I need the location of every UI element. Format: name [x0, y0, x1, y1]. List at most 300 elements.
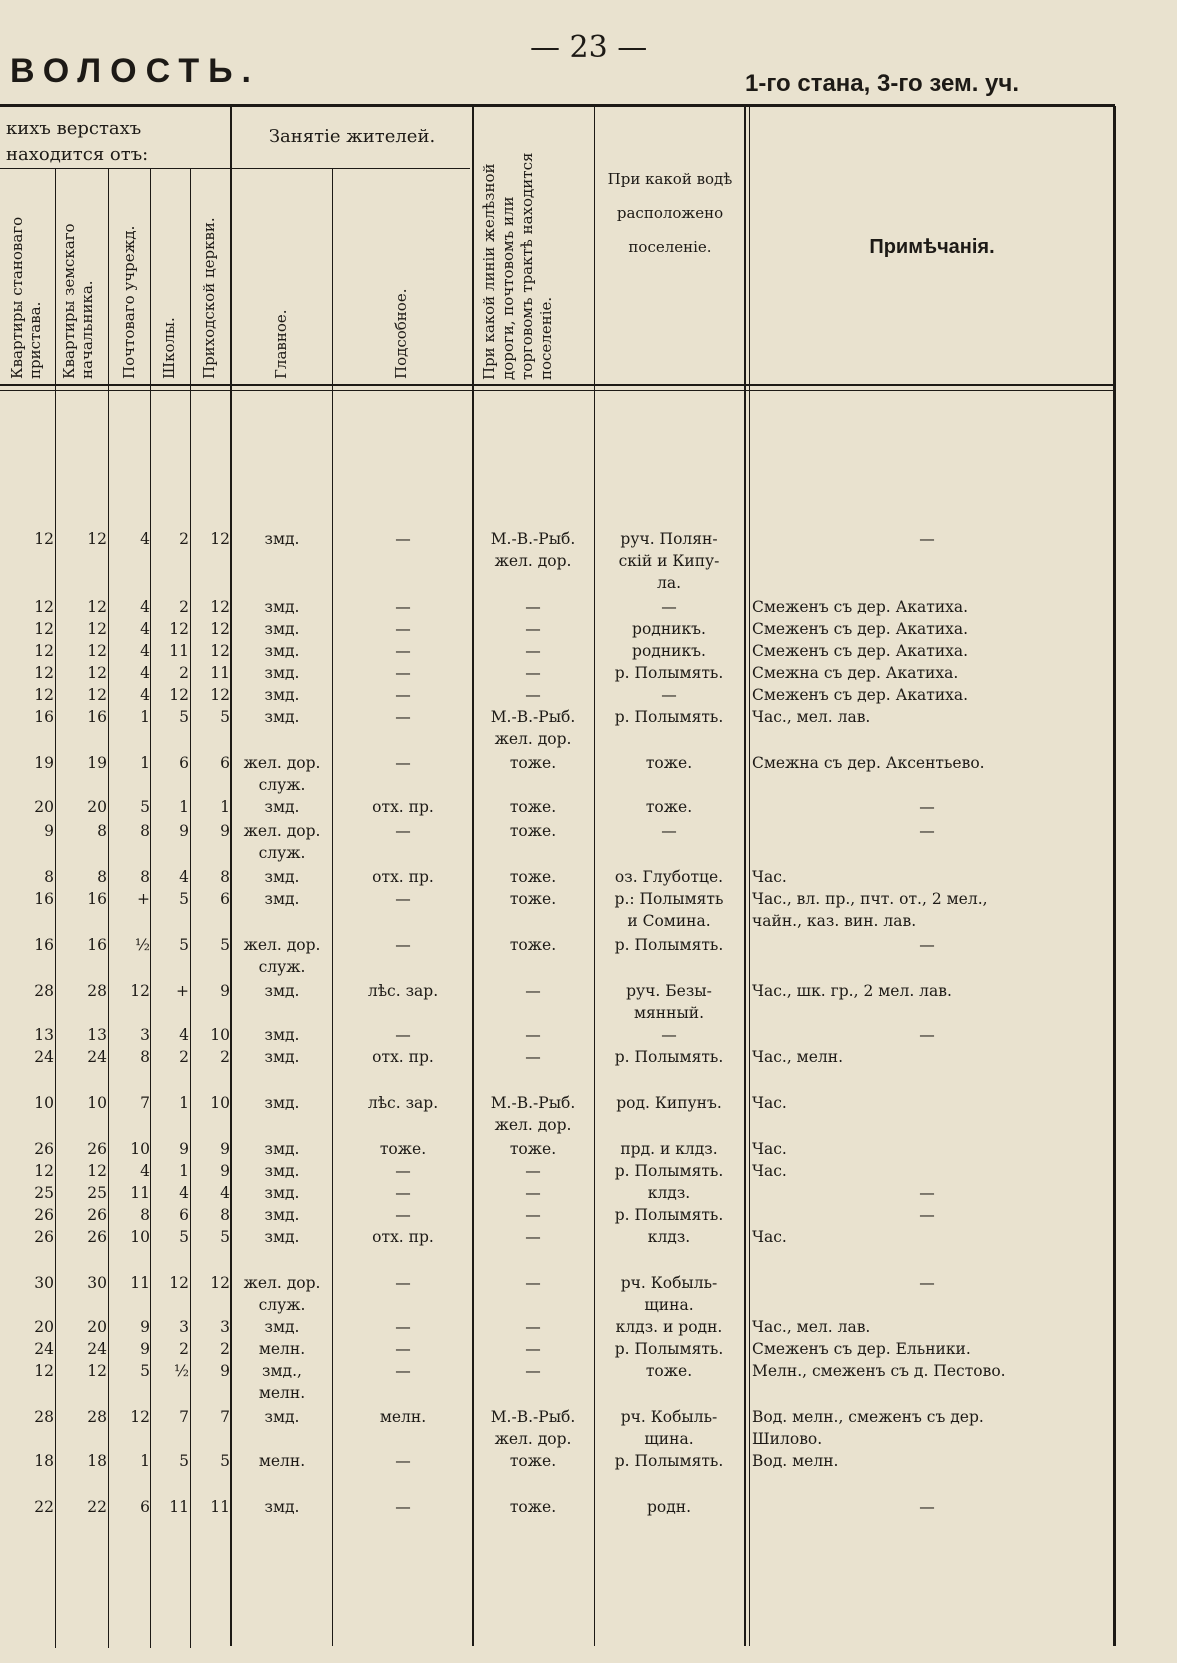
water-body: родникъ. — [632, 620, 706, 638]
col-divider — [108, 168, 109, 1648]
dist-zem: 10 — [87, 1094, 107, 1112]
notes-cell: Вод. мелн. — [752, 1452, 839, 1470]
dist-stan: 12 — [34, 1362, 54, 1380]
dist-post: 7 — [140, 1094, 150, 1112]
notes-cell: Час., шк. гр., 2 мел. лав. — [752, 982, 952, 1000]
notes-cell: Час. — [752, 868, 787, 886]
dist-stan: 24 — [34, 1048, 54, 1066]
dist-stan: 12 — [34, 598, 54, 616]
dist-church: 12 — [210, 686, 230, 704]
notes-cell: — — [919, 530, 935, 548]
distances-group-header: кихъ верстахъ находится отъ: — [6, 118, 149, 165]
water-body: — — [661, 1026, 677, 1044]
occupation-main: змд. — [264, 642, 300, 660]
road-line: — — [525, 1184, 541, 1202]
dist-church: 2 — [220, 1048, 230, 1066]
dist-post: 9 — [140, 1340, 150, 1358]
water-body: родн. — [646, 1498, 692, 1516]
occupation-main: змд. — [264, 708, 300, 726]
notes-cell: Вод. мелн., смеженъ съ дер. Шилово. — [752, 1408, 984, 1448]
occupation-sub: — — [395, 1026, 411, 1044]
road-line: — — [525, 1362, 541, 1380]
dist-stan: 16 — [34, 708, 54, 726]
notes-cell: — — [919, 822, 935, 840]
dist-church: 9 — [220, 1162, 230, 1180]
dist-school: 2 — [179, 664, 189, 682]
dist-church: 12 — [210, 620, 230, 638]
occupation-sub: — — [395, 1452, 411, 1470]
dist-school: 5 — [179, 708, 189, 726]
dist-zem: 26 — [87, 1228, 107, 1246]
occupation-main: змд. — [264, 1184, 300, 1202]
notes-cell: — — [919, 1184, 935, 1202]
dist-school: 5 — [179, 890, 189, 908]
dist-post: 4 — [140, 664, 150, 682]
dist-school: 1 — [179, 1162, 189, 1180]
col-header-zem: Квартиры земскаго начальника. — [60, 223, 96, 379]
dist-stan: 16 — [34, 936, 54, 954]
dist-church: 12 — [210, 598, 230, 616]
dist-church: 11 — [210, 664, 230, 682]
dist-school: 2 — [179, 598, 189, 616]
dist-school: 7 — [179, 1408, 189, 1426]
road-line: тоже. — [509, 1498, 557, 1516]
road-line: тоже. — [509, 1452, 557, 1470]
occupation-main: змд. — [264, 686, 300, 704]
water-body: р. Полымять. — [614, 1162, 724, 1180]
notes-cell: Час. — [752, 1162, 787, 1180]
occupation-group-header: Занятіе жителей. — [268, 126, 436, 147]
dist-school: 11 — [169, 642, 189, 660]
notes-cell: Смеженъ съ дер. Акатиха. — [752, 686, 969, 704]
road-line: — — [525, 1206, 541, 1224]
dist-zem: 28 — [87, 1408, 107, 1426]
occupation-main: змд. — [264, 1162, 300, 1180]
dist-school: 5 — [179, 1228, 189, 1246]
dist-church: 6 — [220, 890, 230, 908]
col-header-church: Приходской церкви. — [200, 217, 218, 379]
notes-cell: Час., мелн. — [752, 1048, 844, 1066]
notes-cell: Час., вл. пр., пчт. от., 2 мел., чайн., каз. вин. лав. — [752, 890, 988, 930]
occupation-sub: отх. пр. — [372, 1048, 434, 1066]
dist-stan: 9 — [44, 822, 54, 840]
dist-school: 12 — [169, 1274, 189, 1292]
top-rule — [0, 104, 1115, 107]
water-body: родникъ. — [632, 642, 706, 660]
dist-school: + — [176, 982, 189, 1000]
dist-zem: 12 — [87, 664, 107, 682]
dist-stan: 26 — [34, 1206, 54, 1224]
dist-church: 12 — [210, 530, 230, 548]
dist-post: 9 — [140, 1318, 150, 1336]
water-body: р. Полымять. — [614, 664, 724, 682]
dist-post: 3 — [140, 1026, 150, 1044]
dist-post: 8 — [140, 1048, 150, 1066]
dist-post: 8 — [140, 822, 150, 840]
notes-cell: — — [919, 1498, 935, 1516]
water-body: — — [661, 822, 677, 840]
dist-school: 2 — [179, 1340, 189, 1358]
col-divider — [749, 106, 750, 1646]
dist-post: 10 — [130, 1228, 150, 1246]
road-line: — — [525, 1274, 541, 1292]
dist-church: 1 — [220, 798, 230, 816]
dist-church: 10 — [210, 1094, 230, 1112]
water-body: р. Полымять. — [614, 708, 724, 726]
road-line: — — [525, 1048, 541, 1066]
occupation-main: змд., мелн. — [258, 1362, 306, 1402]
dist-stan: 26 — [34, 1228, 54, 1246]
dist-zem: 12 — [87, 686, 107, 704]
water-body: род. Кипунъ. — [616, 1094, 722, 1112]
dist-zem: 12 — [87, 620, 107, 638]
dist-post: 4 — [140, 1162, 150, 1180]
dist-church: 8 — [220, 1206, 230, 1224]
dist-post: 4 — [140, 530, 150, 548]
dist-stan: 12 — [34, 620, 54, 638]
dist-zem: 12 — [87, 530, 107, 548]
road-line: тоже. — [509, 822, 557, 840]
dist-church: 3 — [220, 1318, 230, 1336]
dist-church: 2 — [220, 1340, 230, 1358]
occupation-main: змд. — [264, 1048, 300, 1066]
dist-zem: 16 — [87, 708, 107, 726]
dist-stan: 12 — [34, 642, 54, 660]
dist-stan: 28 — [34, 1408, 54, 1426]
notes-cell: Смеженъ съ дер. Акатиха. — [752, 642, 969, 660]
occupation-main: змд. — [264, 664, 300, 682]
dist-church: 9 — [220, 982, 230, 1000]
road-line: тоже. — [509, 936, 557, 954]
water-body: р. Полымять. — [614, 1206, 724, 1224]
occupation-sub: — — [395, 1498, 411, 1516]
dist-school: 4 — [179, 1184, 189, 1202]
dist-stan: 26 — [34, 1140, 54, 1158]
water-body: тоже. — [645, 754, 693, 772]
occupation-main: мелн. — [258, 1340, 306, 1358]
occupation-sub: лѣс. зар. — [367, 1094, 439, 1112]
notes-cell: Час., мел. лав. — [752, 708, 871, 726]
occupation-sub: — — [395, 598, 411, 616]
road-line: тоже. — [509, 868, 557, 886]
occupation-sub: отх. пр. — [372, 868, 434, 886]
dist-school: 5 — [179, 1452, 189, 1470]
road-line: М.-В.-Рыб. жел. дор. — [490, 1094, 576, 1134]
notes-cell: — — [919, 936, 935, 954]
dist-stan: 12 — [34, 686, 54, 704]
water-body: клдз. и родн. — [615, 1318, 723, 1336]
dist-zem: 12 — [87, 1362, 107, 1380]
volost-heading: ВОЛОСТЬ. — [10, 52, 260, 90]
dist-post: 12 — [130, 982, 150, 1000]
water-body: прд. и клдз. — [620, 1140, 718, 1158]
col-header-notes: Примѣчанія. — [869, 236, 995, 258]
road-line: — — [525, 642, 541, 660]
dist-school: 1 — [179, 798, 189, 816]
occupation-main: змд. — [264, 890, 300, 908]
dist-post: 5 — [140, 1362, 150, 1380]
notes-cell: Смеженъ съ дер. Ельники. — [752, 1340, 971, 1358]
water-body: р. Полымять. — [614, 1340, 724, 1358]
dist-stan: 8 — [44, 868, 54, 886]
water-body: р. Полымять. — [614, 1048, 724, 1066]
col-header-rail: При какой линіи желѣзной дороги, почтовомъ или торговомъ трактѣ находится поселеніе. — [480, 152, 555, 380]
dist-school: 4 — [179, 868, 189, 886]
header-bottom-rule-2 — [0, 390, 1115, 391]
dist-stan: 24 — [34, 1340, 54, 1358]
occupation-sub: — — [395, 890, 411, 908]
occupation-sub: — — [395, 686, 411, 704]
occupation-sub: — — [395, 708, 411, 726]
notes-cell: Час. — [752, 1094, 787, 1112]
table-right-border — [1113, 106, 1116, 1646]
dist-zem: 24 — [87, 1340, 107, 1358]
road-line: — — [525, 982, 541, 1000]
notes-cell: Мелн., смеженъ съ д. Пестово. — [752, 1362, 1006, 1380]
occupation-main: змд. — [264, 1206, 300, 1224]
occupation-main: змд. — [264, 620, 300, 638]
occupation-sub: — — [395, 754, 411, 772]
road-line: — — [525, 1318, 541, 1336]
dist-post: 10 — [130, 1140, 150, 1158]
road-line: М.-В.-Рыб. жел. дор. — [490, 530, 576, 570]
dist-stan: 12 — [34, 664, 54, 682]
dist-zem: 18 — [87, 1452, 107, 1470]
occupation-sub: — — [395, 1184, 411, 1202]
road-line: — — [525, 1340, 541, 1358]
occupation-main: жел. дор. служ. — [243, 754, 321, 794]
occupation-sub: — — [395, 822, 411, 840]
dist-church: 9 — [220, 1362, 230, 1380]
dist-zem: 22 — [87, 1498, 107, 1516]
dist-school: 12 — [169, 620, 189, 638]
dist-post: 1 — [140, 1452, 150, 1470]
dist-post: 4 — [140, 642, 150, 660]
water-body: клдз. — [647, 1184, 691, 1202]
water-body: р. Полымять. — [614, 1452, 724, 1470]
notes-cell: Час., мел. лав. — [752, 1318, 871, 1336]
dist-church: 6 — [220, 754, 230, 772]
occupation-sub: лѣс. зар. — [367, 982, 439, 1000]
occupation-sub: — — [395, 642, 411, 660]
occupation-sub: — — [395, 530, 411, 548]
col-divider — [744, 106, 746, 1646]
district-heading: 1-го стана, 3-го зем. уч. — [745, 70, 1020, 97]
dist-post: 4 — [140, 598, 150, 616]
dist-church: 10 — [210, 1026, 230, 1044]
dist-school: 1 — [179, 1094, 189, 1112]
occupation-main: мелн. — [258, 1452, 306, 1470]
dist-church: 4 — [220, 1184, 230, 1202]
water-body: клдз. — [647, 1228, 691, 1246]
water-body: руч. Полян- скій и Кипу- ла. — [618, 530, 720, 592]
notes-cell: Смежна съ дер. Акатиха. — [752, 664, 959, 682]
dist-post: 5 — [140, 798, 150, 816]
water-body: руч. Безы- мянный. — [626, 982, 712, 1022]
dist-zem: 26 — [87, 1140, 107, 1158]
occupation-sub: — — [395, 1318, 411, 1336]
occupation-main: змд. — [264, 798, 300, 816]
water-body: рч. Кобыль- щина. — [620, 1274, 718, 1314]
water-body: р. Полымять. — [614, 936, 724, 954]
occupation-sub: — — [395, 936, 411, 954]
dist-post: 4 — [140, 620, 150, 638]
occupation-sub: — — [395, 620, 411, 638]
occupation-sub: — — [395, 664, 411, 682]
dist-zem: 16 — [87, 936, 107, 954]
dist-zem: 19 — [87, 754, 107, 772]
water-body: оз. Глуботце. — [614, 868, 724, 886]
road-line: — — [525, 1026, 541, 1044]
dist-stan: 22 — [34, 1498, 54, 1516]
occupation-sub: тоже. — [379, 1140, 427, 1158]
dist-post: 8 — [140, 868, 150, 886]
dist-school: ½ — [173, 1362, 189, 1380]
dist-church: 12 — [210, 642, 230, 660]
dist-church: 8 — [220, 868, 230, 886]
notes-cell: Час. — [752, 1228, 787, 1246]
dist-post: 1 — [140, 754, 150, 772]
occupation-main: змд. — [264, 868, 300, 886]
dist-stan: 28 — [34, 982, 54, 1000]
notes-cell: — — [919, 1026, 935, 1044]
dist-zem: 24 — [87, 1048, 107, 1066]
dist-stan: 30 — [34, 1274, 54, 1292]
notes-cell: — — [919, 798, 935, 816]
water-body: рч. Кобыль- щина. — [620, 1408, 718, 1448]
dist-church: 12 — [210, 1274, 230, 1292]
dist-zem: 8 — [97, 868, 107, 886]
occupation-sub: — — [395, 1362, 411, 1380]
road-line: — — [525, 620, 541, 638]
notes-cell: Смежна съ дер. Аксентьево. — [752, 754, 985, 772]
road-line: — — [525, 1228, 541, 1246]
dist-church: 5 — [220, 1228, 230, 1246]
dist-zem: 28 — [87, 982, 107, 1000]
dist-church: 5 — [220, 936, 230, 954]
occupation-main: змд. — [264, 1498, 300, 1516]
dist-post: 11 — [130, 1184, 150, 1202]
water-body: — — [661, 598, 677, 616]
road-line: М.-В.-Рыб. жел. дор. — [490, 708, 576, 748]
dist-post: 6 — [140, 1498, 150, 1516]
occupation-sub: отх. пр. — [372, 798, 434, 816]
road-line: — — [525, 1162, 541, 1180]
road-line: — — [525, 664, 541, 682]
dist-stan: 20 — [34, 1318, 54, 1336]
col-header-stan: Квартиры становаго пристава. — [8, 216, 44, 379]
water-body: — — [661, 686, 677, 704]
col-header-water: При какой водѣ расположено поселеніе. — [607, 170, 733, 256]
road-line: тоже. — [509, 890, 557, 908]
dist-post: 8 — [140, 1206, 150, 1224]
notes-cell: Смеженъ съ дер. Акатиха. — [752, 598, 969, 616]
occupation-main: змд. — [264, 1408, 300, 1426]
page-number: — 23 — — [530, 30, 648, 65]
dist-stan: 12 — [34, 530, 54, 548]
dist-zem: 12 — [87, 642, 107, 660]
dist-zem: 16 — [87, 890, 107, 908]
header-bottom-rule — [0, 384, 1115, 386]
dist-zem: 20 — [87, 1318, 107, 1336]
occupation-main: змд. — [264, 1318, 300, 1336]
occupation-main: змд. — [264, 598, 300, 616]
dist-school: 5 — [179, 936, 189, 954]
dist-school: 4 — [179, 1026, 189, 1044]
water-body: тоже. — [645, 798, 693, 816]
notes-cell: — — [919, 1206, 935, 1224]
dist-school: 9 — [179, 822, 189, 840]
dist-zem: 8 — [97, 822, 107, 840]
road-line: тоже. — [509, 1140, 557, 1158]
col-header-school: Школы. — [160, 317, 178, 379]
occupation-sub: — — [395, 1206, 411, 1224]
group-rule-distances — [0, 168, 230, 169]
occupation-sub: мелн. — [379, 1408, 427, 1426]
dist-church: 5 — [220, 708, 230, 726]
notes-cell: Час. — [752, 1140, 787, 1158]
road-line: М.-В.-Рыб. жел. дор. — [490, 1408, 576, 1448]
dist-stan: 19 — [34, 754, 54, 772]
dist-church: 9 — [220, 822, 230, 840]
occupation-main: змд. — [264, 1026, 300, 1044]
occupation-main: жел. дор. служ. — [243, 1274, 321, 1314]
occupation-main: змд. — [264, 1094, 300, 1112]
dist-post: 11 — [130, 1274, 150, 1292]
dist-post: 4 — [140, 686, 150, 704]
dist-zem: 13 — [87, 1026, 107, 1044]
dist-zem: 20 — [87, 798, 107, 816]
dist-stan: 10 — [34, 1094, 54, 1112]
road-line: — — [525, 686, 541, 704]
col-divider — [594, 106, 595, 1646]
col-divider — [332, 168, 333, 1646]
dist-post: 12 — [130, 1408, 150, 1426]
notes-cell: — — [919, 1274, 935, 1292]
occupation-sub: — — [395, 1274, 411, 1292]
dist-school: 6 — [179, 754, 189, 772]
occupation-main: змд. — [264, 1228, 300, 1246]
dist-school: 9 — [179, 1140, 189, 1158]
road-line: — — [525, 598, 541, 616]
dist-church: 11 — [210, 1498, 230, 1516]
dist-post: + — [137, 890, 150, 908]
road-line: тоже. — [509, 798, 557, 816]
occupation-main: змд. — [264, 530, 300, 548]
dist-zem: 12 — [87, 1162, 107, 1180]
dist-zem: 12 — [87, 598, 107, 616]
dist-stan: 20 — [34, 798, 54, 816]
col-header-main: Главное. — [272, 309, 290, 379]
dist-school: 3 — [179, 1318, 189, 1336]
road-line: тоже. — [509, 754, 557, 772]
dist-stan: 12 — [34, 1162, 54, 1180]
dist-post: ½ — [134, 936, 150, 954]
dist-church: 5 — [220, 1452, 230, 1470]
water-body: р.: Полымять и Сомина. — [614, 890, 724, 930]
dist-school: 11 — [169, 1498, 189, 1516]
notes-cell: Смеженъ съ дер. Акатиха. — [752, 620, 969, 638]
occupation-main: жел. дор. служ. — [243, 936, 321, 976]
dist-school: 2 — [179, 530, 189, 548]
occupation-sub: отх. пр. — [372, 1228, 434, 1246]
water-body: тоже. — [645, 1362, 693, 1380]
occupation-main: змд. — [264, 1140, 300, 1158]
dist-school: 12 — [169, 686, 189, 704]
occupation-sub: — — [395, 1162, 411, 1180]
dist-zem: 25 — [87, 1184, 107, 1202]
dist-zem: 26 — [87, 1206, 107, 1224]
